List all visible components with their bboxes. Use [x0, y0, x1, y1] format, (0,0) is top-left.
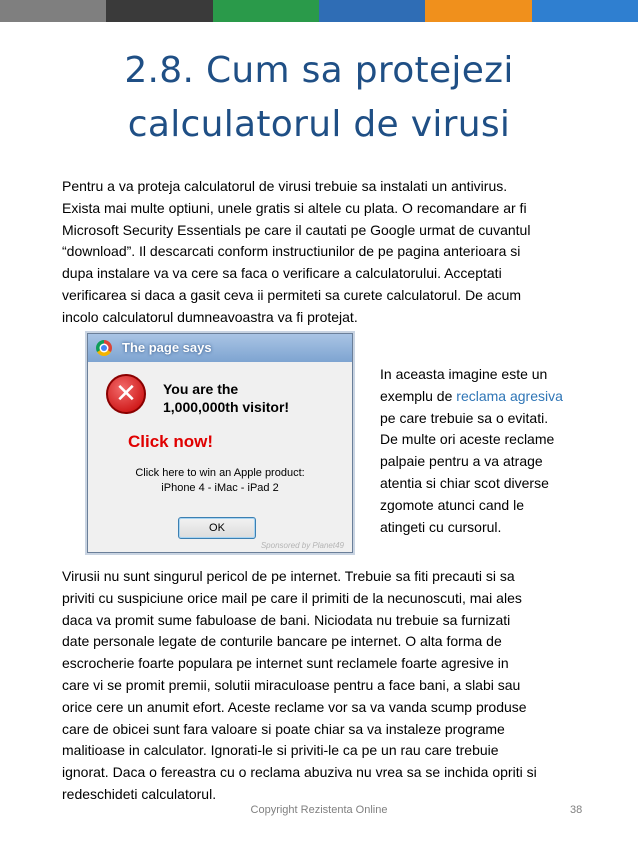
color-block-orange [425, 0, 531, 22]
headline-line: 1,000,000th visitor! [163, 399, 290, 415]
title-line-2: calculatorul de virusi [127, 104, 511, 145]
ok-button: OK [178, 517, 256, 539]
aggressive-ad-link[interactable]: reclama agresiva [456, 387, 563, 404]
caption-line: zgomote atunci cand le [380, 496, 524, 513]
text-line: incolo calculatorul dumneavoastra va fi protejat. [62, 308, 358, 325]
caption-text: exemplu de [380, 387, 457, 404]
popup-titlebar [88, 334, 352, 362]
text-line: Pentru a va proteja calculatorul de virusi trebuie sa instalati un antivirus. [62, 178, 508, 194]
popup-prize-text [88, 466, 352, 496]
caption-line: palpaie pentru a va atrage [380, 453, 543, 470]
color-block-gray [0, 0, 106, 22]
caption-line: pe care trebuie sa o evitati. [380, 409, 549, 426]
headline-line: You are the [163, 381, 239, 397]
caption-line: atingeti cu cursorul. [380, 518, 502, 535]
text-line: redeschideti calculatorul. [62, 785, 217, 802]
text-line: Microsoft Security Essentials pe care il cautati pe Google urmat de cuvantul [62, 221, 531, 238]
popup-headline [163, 380, 289, 416]
caption-line: In aceasta imagine este un [380, 366, 548, 382]
footer-copyright: Copyright Rezistenta Online [250, 804, 388, 816]
top-color-bar [0, 0, 638, 22]
scam-popup-screenshot [87, 333, 353, 553]
page-title [0, 44, 638, 152]
chrome-icon [96, 340, 112, 356]
caption-line [380, 386, 595, 408]
color-block-light-blue [532, 0, 638, 22]
intro-paragraph [62, 176, 582, 329]
image-caption [380, 364, 595, 538]
prize-line: iPhone 4 - iMac - iPad 2 [161, 482, 279, 494]
caption-line: atentia si chiar scot diverse [380, 474, 549, 491]
text-line: orice cere un anumit efort. Aceste reclame vor sa va vanda scump produse [62, 698, 527, 715]
popup-title: The page says [122, 340, 212, 355]
text-line: priviti cu suspiciune orice mail pe care il primiti de la necunoscuti, mai ales [62, 589, 522, 606]
error-x-icon: ✕ [106, 374, 146, 414]
text-line: Exista mai multe optiuni, unele gratis si altele cu plata. O recomandare ar fi [62, 199, 527, 216]
text-line: ignorat. Daca o fereastra cu o reclama abuziva nu vrea sa se inchida opriti si [62, 764, 537, 781]
caption-line: De multe ori aceste reclame [380, 431, 555, 448]
text-line: escrocherie foarte populara pe internet sunt reclamele foarte agresive in [62, 655, 509, 672]
sponsor-watermark: Sponsored by Planet49 [260, 541, 344, 550]
text-line: dupa instalare va va cere sa faca o verificare a calculatorului. Acceptati [62, 265, 502, 282]
text-line: daca va promit sume fabuloase de bani. Niciodata nu trebuie sa furnizati [62, 611, 511, 628]
text-line: “download”. Il descarcati conform instructiunilor de pe pagina anterioara si [62, 243, 521, 260]
prize-line: Click here to win an Apple product: [135, 467, 305, 479]
color-block-blue [319, 0, 425, 22]
text-line: date personale legate de conturile bancare pe internet. O alta forma de [62, 633, 502, 650]
color-block-dark [106, 0, 212, 22]
color-block-green [213, 0, 319, 22]
text-line: care de obicei sunt fara valoare si poate chiar sa va instaleze programe [62, 720, 505, 737]
title-line-1: 2.8. Cum sa protejezi [124, 50, 514, 91]
text-line: verificarea si daca a gasit ceva ii permiteti sa curete calculatorul. De acum [62, 286, 522, 303]
text-line: care vi se promit premii, solutii miraculoase pentru a face bani, a slabi sau [62, 676, 521, 693]
text-line: malitioase in calculator. Ignorati-le si priviti-le ca pe un rau care trebuie [62, 742, 499, 759]
page-number: 38 [570, 804, 583, 816]
warning-paragraph [62, 566, 582, 806]
click-now-text: Click now! [128, 432, 214, 451]
text-line: Virusii nu sunt singurul pericol de pe internet. Trebuie sa fiti precauti si sa [62, 568, 515, 584]
